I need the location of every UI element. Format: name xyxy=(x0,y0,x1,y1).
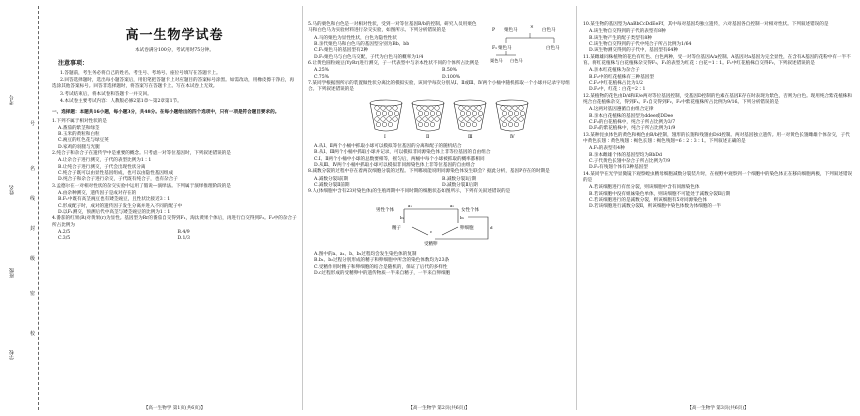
page-1 xyxy=(52,0,297,416)
option: B.亲代栗色马和白色马的基因型分别为Bb、bb xyxy=(314,41,410,47)
question-stem: 7.某同学根据图所示的装置做性状分离比的模拟实验，该同学每次分别从Ⅰ、Ⅱ或Ⅲ、Ⅳ两个小桶中随机抓取一个小球并记录字母组合。下列叙述错误的是 xyxy=(308,80,570,93)
notice-item: 2.回答选择题时，选出每小题答案后，用铅笔把答题卡上对应题目的答案标号涂黑。如需改动，用橡皮擦干净后，再选涂其他答案标号。回答非选择题时，将答案写在答题卡上。写在本试卷上无效。 xyxy=(52,77,295,90)
option: C.F₂中红花植株占比为1/2 xyxy=(589,80,643,86)
margin-char: 名 xyxy=(30,166,36,172)
option: C.形成配子时，成对的遗传因子发生分离并进入不同的配子中 xyxy=(58,203,183,209)
option: B.4/9 xyxy=(177,230,190,236)
label-chestnut: 栗色马 xyxy=(490,58,503,63)
question-9 xyxy=(308,189,570,277)
question-7 xyxy=(308,81,570,169)
cross-diagram xyxy=(490,24,570,64)
option: B.亲本白花植株的基因型为ddee或DDee xyxy=(589,113,674,119)
edge-label: b₁ xyxy=(400,214,405,220)
bucket-label: Ⅳ xyxy=(510,134,515,139)
sample-bucket xyxy=(412,100,444,139)
margin-label-class: 班级 xyxy=(9,268,15,278)
exam-subtitle: 本试卷满分100分，考试用时75分钟。 xyxy=(135,47,214,53)
edge-label: d xyxy=(490,224,493,230)
label-white: 白色马 xyxy=(542,28,556,33)
option: D.纯合子和杂合子进行杂交，子代既有纯合子，也有杂合子 xyxy=(58,177,178,183)
sample-bucket xyxy=(496,100,528,139)
option: D.F₁栗色马与白色马交配，子代为白色马的概率为1/4 xyxy=(314,54,424,60)
question-14 xyxy=(583,172,853,211)
option: D.1/3 xyxy=(177,236,190,242)
svg-text:×: × xyxy=(530,25,534,30)
option: D.F₁有残翅个体有3种基因型 xyxy=(589,165,648,171)
question-1 xyxy=(52,119,297,152)
notice-title: 注意事项： xyxy=(58,60,89,68)
margin-char: 密 xyxy=(30,291,36,297)
option: A.2/5 xyxy=(58,230,71,236)
question-stem: 13.某种昆虫体色的黄色和褐色由B/b控制，翅形的长翅和残翅由D/d控制。两对基因独立遗传。用一对黄色长翅雌雄个体杂交，子代中黄色长翅∶黄色残翅∶褐色长翅∶褐色残翅=6∶2∶3∶1。下列叙述正确的是 xyxy=(583,132,850,144)
question-stem: 12.某植物的花色由D/d和E/e两对等位基因控制，受基因D控制的色素在基因E存在时表现为紫色，否则为白色。现用纯合紫花植株和纯合白花植株杂交，得到F₁。F₁自交得到F₂，F₂中紫花植株所占比例为9/16。下列分析错误的是 xyxy=(583,93,853,105)
margin-char: 号 xyxy=(30,121,36,127)
bucket-diagram xyxy=(308,97,570,139)
margin-label-school: 学校 xyxy=(9,350,15,360)
notice-list xyxy=(52,71,297,106)
question-8 xyxy=(308,169,570,189)
option: B.F₁中既有高茎豌豆也有矮茎豌豆，且性状比接近3∶1 xyxy=(58,197,171,203)
label-male: 男性个体 xyxy=(376,207,394,213)
edge-label: a₁ xyxy=(408,202,412,208)
label-f1: F₁ xyxy=(492,46,497,51)
option: D.该生物测交得到的子代中，基因型有64种 xyxy=(589,48,678,54)
margin-label-exam-no: 考号 xyxy=(9,95,15,105)
notice-item: 4.本试卷主要考试内容：人教版必修2第1章～第2章第1节。 xyxy=(60,98,182,104)
margin-char: 级 xyxy=(30,256,36,262)
question-4 xyxy=(52,216,297,242)
option: D.c过程形成的受精卵中的遗传物质一半来自精子，一半来自卵细胞 xyxy=(314,270,451,276)
option: D.若该细胞进行减数分裂Ⅱ，则该细胞中染色体数为体细胞的一半 xyxy=(589,204,722,210)
option: D.F₂的紫花植株中，纯合子所占比例为1/9 xyxy=(589,126,676,132)
option: A.25% xyxy=(314,68,329,74)
option: D.家鸡的羽腿与光腿 xyxy=(58,144,100,150)
question-2 xyxy=(52,151,297,184)
question-stem: 3.孟德尔在一对相对性状的杂交实验中运用了假说—演绎法。下列属于演绎推理阶段的是 xyxy=(52,183,231,189)
exam-title: 高一生物学试卷 xyxy=(125,28,224,43)
bucket-label: Ⅲ xyxy=(468,134,473,139)
option: A.让杂合子进行测交，子代的表型比例为1∶1 xyxy=(58,158,152,164)
option: B.减数分裂Ⅰ后期 xyxy=(442,176,477,182)
option: A.亲本红花植株为杂合子 xyxy=(589,68,640,74)
page-2 xyxy=(308,0,570,416)
option: A.图中的a、a₁、b、b₂过程均会发生染色体的复制 xyxy=(314,251,417,257)
question-12 xyxy=(583,94,853,133)
option: C.Ⅰ、Ⅱ两个小桶中小球的总数要相等，摇匀后，两桶中每个小球被抓取的概率都相同 xyxy=(314,156,485,162)
label-egg: 卵细胞 xyxy=(460,225,474,231)
label-chestnut: 栗色马 xyxy=(504,28,518,33)
option: C.3/5 xyxy=(58,236,71,242)
option: C.F₂的白花植株中，纯合子所占比例为3/7 xyxy=(589,119,676,125)
margin-char: 封 xyxy=(30,226,36,232)
option: C.该生物自交得到的子代中纯合子所占比例为1/64 xyxy=(589,41,692,47)
option: C.若该细胞进行的是减数分裂，则该细胞有5对同源染色体 xyxy=(589,197,707,203)
notice-item: 3.考试结束后，将本试卷和答题卡一并交回。 xyxy=(60,91,152,97)
label-sperm: 精子 xyxy=(392,225,401,231)
label-female: 女性个体 xyxy=(461,207,479,213)
option: A.减数分裂Ⅰ前期 xyxy=(314,176,349,182)
page-footer: 【高一生物学 第2页(共6页)】 xyxy=(408,405,470,411)
binding-margin xyxy=(0,0,48,416)
option: C.受精作用时精子和卵细胞的结合是随机的，保证了后代的多样性 xyxy=(314,264,448,270)
life-cycle-diagram xyxy=(308,199,570,247)
bucket-label: Ⅰ xyxy=(384,134,386,139)
margin-char: 线 xyxy=(30,196,36,202)
option: B.50% xyxy=(442,68,458,74)
option: A.番茄的紫茎和绿茎 xyxy=(58,125,100,131)
option: A.若该细胞进行有丝分裂，则该细胞中含有同源染色体 xyxy=(589,185,700,191)
sample-bucket xyxy=(454,100,486,139)
option: B.该生物产生的配子类型有8种 xyxy=(589,35,652,41)
option: C.豌豆的红色花与绿豆荚 xyxy=(58,138,109,144)
option: A.由杂种测交，遗传因子是成对存在的 xyxy=(58,191,137,197)
option: D.从Ⅲ、Ⅳ两个小桶中抓取小球可以模拟非同源染色体上非等位基因的自由组合 xyxy=(314,162,476,168)
label-white: 白色马 xyxy=(510,58,523,63)
notice-item: 1.答题前，考生务必将自己的姓名、考生号、考场号、座位号填写在答题卡上。 xyxy=(60,70,221,76)
edge-label: c xyxy=(430,228,433,234)
bucket-label: Ⅱ xyxy=(426,134,430,139)
label-white: 白色马 xyxy=(546,46,560,51)
option: B.亲本雌雄个体的基因型均为BbDd xyxy=(589,152,662,158)
question-stem: 6.让黄色圆粒豌豆(YyRr)进行测交，子一代表型中与亲本性状不同的个体所占比例是 xyxy=(308,60,479,66)
option: A.从Ⅰ、Ⅱ两个小桶中抓取小球可以模拟等位基因的分离和配子的随机结合 xyxy=(314,143,462,149)
option: C.减数分裂Ⅱ前期 xyxy=(314,182,350,188)
question-stem: 1.下列不属于相对性状的是 xyxy=(52,118,107,124)
question-11 xyxy=(583,55,853,94)
label-p: P xyxy=(492,28,496,33)
column-divider xyxy=(302,6,303,410)
page-3 xyxy=(583,0,853,416)
margin-label-name: 姓名 xyxy=(9,185,15,195)
question-stem: 8.减数分裂的过程中存在着两次细胞分裂的过程。下列哪项能说明同源染色体发生联会？据此分析，基因P存在的时期是 xyxy=(308,169,550,175)
question-10 xyxy=(583,22,853,55)
question-stem: 10.某生物的基因型为AaBbCcDdEeFf，其中每对基因均独立遗传，六对基因各自控制一对相对性状。下列叙述错误的是 xyxy=(583,22,829,27)
cut-line xyxy=(38,6,39,410)
label-chestnut: 栗色马 xyxy=(498,46,512,51)
option: D.减数分裂Ⅱ后期 xyxy=(442,182,478,188)
column-divider xyxy=(576,6,577,410)
page-footer: 【高一生物学 第1页(共6页)】 xyxy=(143,405,206,411)
sample-bucket xyxy=(370,100,402,139)
option: D.F₂中，红花∶白花=2∶1 xyxy=(589,87,646,93)
option: A.F₁的表型有4种 xyxy=(589,146,625,152)
option: C.75% xyxy=(314,74,330,80)
question-stem: 4.番茄的红果(R)对黄果(r)为显性。基因型为Rr的番茄自交得到F₁，淘汰黄果个体后，再进行自交得到F₂。F₂中的杂合子所占比例为 xyxy=(52,216,297,228)
option: B.F₂中的红花植株有三种基因型 xyxy=(589,74,654,80)
option: B.玉米的黄粒和白粒 xyxy=(58,132,100,138)
question-stem: 11.某雌雄同株植物的花色有红色、白色两种，受一对等位基因A/a控制。A基因对a基因为完全显性，在含有A基因的花粉中有一半不育。将红花植株与白花植株杂交得F₁，F₁的表型为红花∶白花=1∶1。F₁中红花植株自交得F₂，下列叙述错误的是 xyxy=(583,54,851,66)
option: A.这两对基因遵循自由组合定律 xyxy=(589,107,654,113)
option: A.马的栗色为显性性状，白色为隐性性状 xyxy=(314,35,397,41)
option: D.以F₁测交，预测后代中高茎与矮茎豌豆的比例为1∶1 xyxy=(58,210,171,216)
option: C.F₁栗色马的基因型有2种 xyxy=(314,48,369,54)
option: A.该生物自交得到的子代的表型有8种 xyxy=(589,29,666,35)
label-zygote: 受精卵 xyxy=(424,241,438,247)
question-stem: 9.人(体细胞中含有23对染色体)的生殖周期中不同时期的细胞状态如图所示，下列有关叙述错误的是 xyxy=(308,189,511,195)
option: D.100% xyxy=(442,74,461,80)
margin-char: 校 xyxy=(30,331,36,337)
edge-label: b₂ xyxy=(460,214,465,220)
question-stem: 5.马的栗色和白色是一对相对性状，受到一对等位基因B/b的控制。研究人员用栗色马和白色马为实验材料进行杂交实验，如图所示。下列分析错误的是 xyxy=(308,22,477,34)
question-13 xyxy=(583,133,853,172)
option: B.从Ⅰ、Ⅲ两个小桶中抓取小球并记录，可以模拟非同源染色体上非等位基因的自由组合 xyxy=(314,150,491,156)
option: B.若该细胞中没有姐妹染色单体，则该细胞不可能处于减数分裂Ⅱ后期 xyxy=(589,191,731,197)
question-stem: 2.纯合子和杂合子在遗传学中是重要的概念。只考虑一对等位基因时，下列叙述错误的是 xyxy=(52,151,231,157)
section-heading: 一、选择题：本题共16小题，每小题3分，共48分。在每小题给出的四个选项中，只有一项是符合题目要求的。 xyxy=(52,110,280,116)
option: B.b₁、b₂过程分别形成的精子和卵细胞中所含的染色体数均为23条 xyxy=(314,258,450,264)
question-3 xyxy=(52,184,297,217)
option: C.纯合子既可以由显性基因组成，也可以由隐性基因组成 xyxy=(58,171,174,177)
edge-label: a₂ xyxy=(450,202,454,208)
option: B.让纯合子进行测交，子代会出现性状分离 xyxy=(58,164,146,170)
option: C.子代黄色长翅中杂合子所占比例为7/9 xyxy=(589,158,671,164)
page-footer: 【高一生物学 第3页(共6页)】 xyxy=(687,405,749,411)
question-5 xyxy=(308,22,570,61)
question-stem: 14.某同学在光学显微镜下观察蝗虫精母细胞减数分裂装片时，在视野中观察到一个细胞中的染色体正在移向细胞两极，下列叙述错误的是 xyxy=(583,171,853,183)
